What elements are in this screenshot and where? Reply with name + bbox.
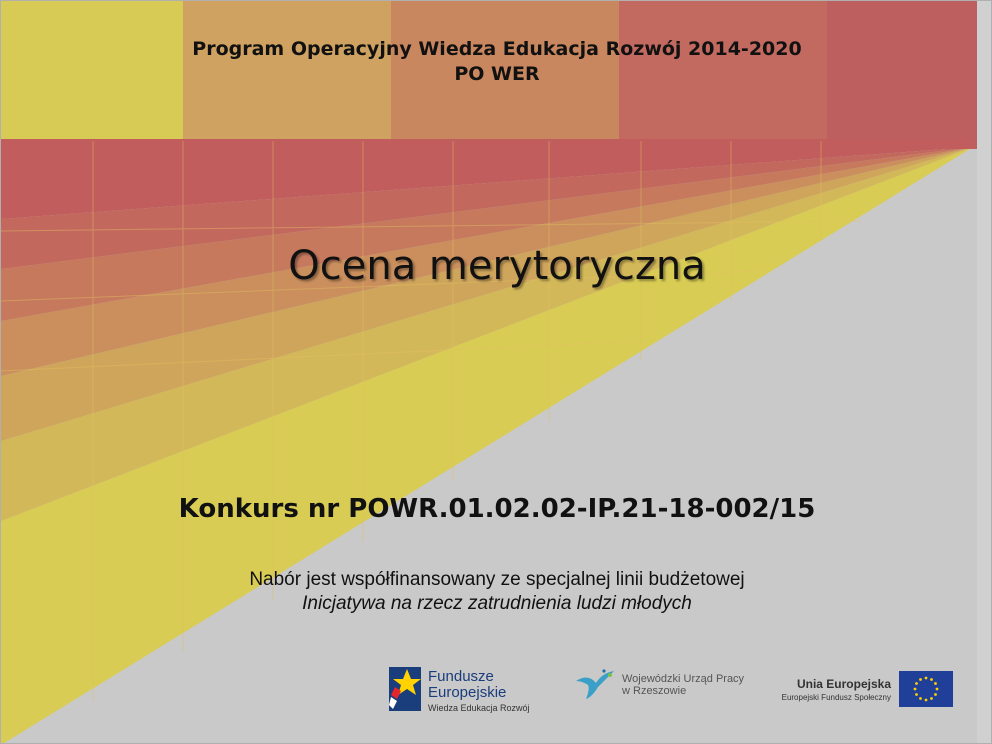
fundusze-name-2: Europejskie [428,684,507,701]
bird-icon [574,667,618,701]
eu-flag-icon [899,671,953,707]
eu-name: Unia Europejska [796,677,891,691]
initiative-name: Inicjatywa na rzecz zatrudnienia ludzi młodych [302,593,692,614]
konkurs-number: Konkurs nr POWR.01.02.02-IP.21-18-002/15 [178,494,816,524]
fundusze-europejskie-icon [387,665,423,713]
program-acronym: PO WER [454,63,540,85]
decorative-background [1,1,992,744]
funding-line: Nabór jest współfinansowany ze specjalnej linii budżetowej [249,569,745,590]
funding-note [1,568,992,616]
wup-name-2: w Rzeszowie [622,685,687,697]
fundusze-program: Wiedza Edukacja Rozwój [428,703,530,713]
eu-logo [761,669,953,709]
logo-bar [1,661,992,721]
program-header [1,37,992,87]
eu-fund-name: Europejski Fundusz Społeczny [781,693,891,702]
fundusze-name-1: Fundusze [428,668,494,685]
slide-title: Ocena merytoryczna [288,243,706,289]
program-title: Program Operacyjny Wiedza Edukacja Rozwój 2014-2020 [192,38,802,60]
wup-name-1: Wojewódzki Urząd Pracy [622,673,745,685]
